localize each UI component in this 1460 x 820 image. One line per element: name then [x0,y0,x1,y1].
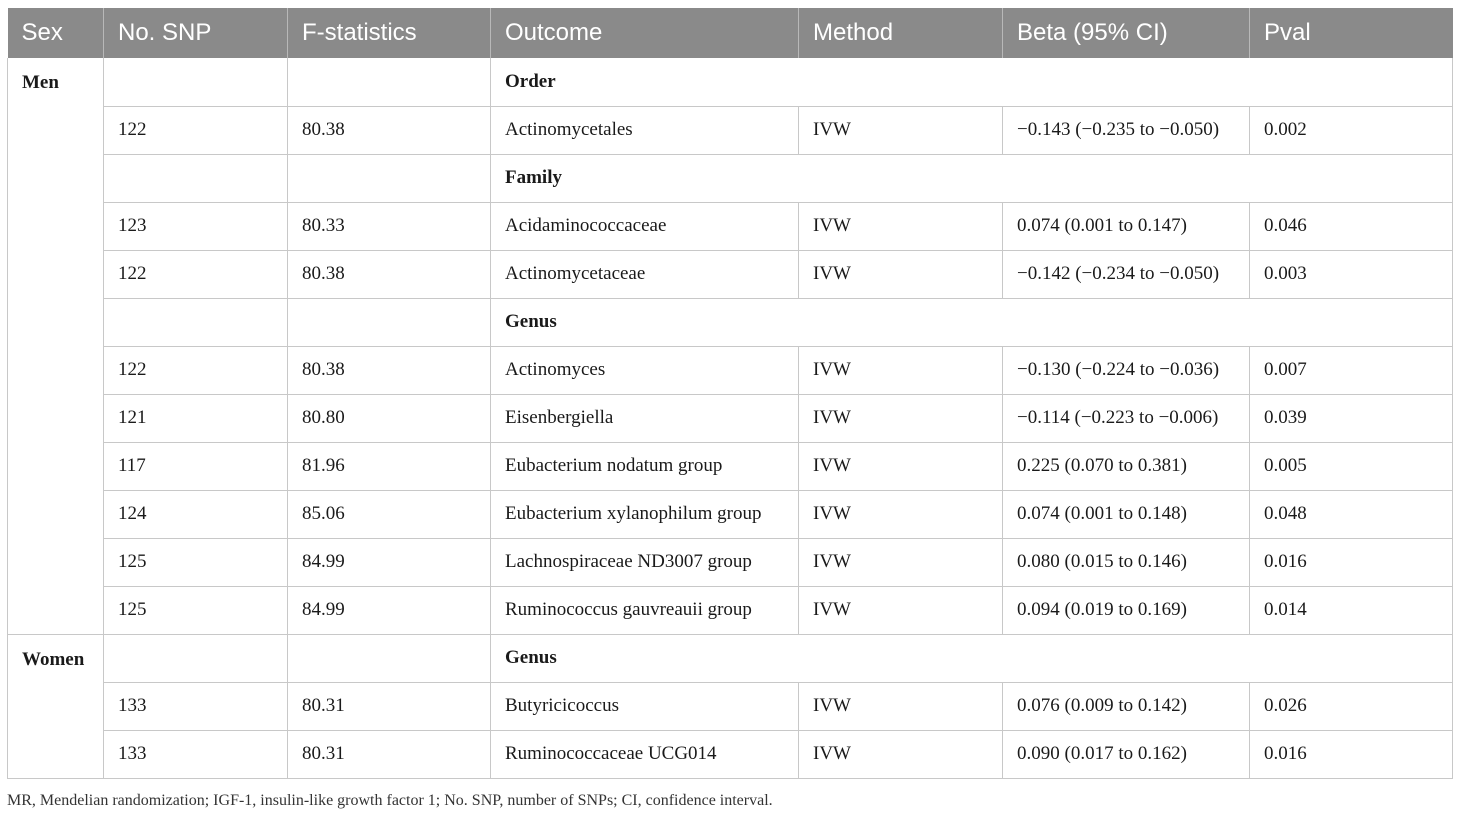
no-snp-cell: 124 [104,490,288,538]
outcome-cell: Eubacterium xylanophilum group [491,490,799,538]
results-table-container [7,8,1452,779]
pval-cell: 0.039 [1250,394,1453,442]
table-row [8,346,1453,394]
header-pval: Pval [1250,8,1453,58]
table-header-row [8,8,1453,58]
table-row [8,490,1453,538]
pval-cell: 0.048 [1250,490,1453,538]
table-row [8,682,1453,730]
outcome-cell: Ruminococcaceae UCG014 [491,730,799,778]
pval-cell: 0.016 [1250,730,1453,778]
outcome-cell: Lachnospiraceae ND3007 group [491,538,799,586]
method-cell: IVW [799,442,1003,490]
method-cell: IVW [799,682,1003,730]
no-snp-cell: 121 [104,394,288,442]
f-statistics-cell: 80.31 [288,682,491,730]
mr-results-table [7,8,1453,779]
beta-ci-cell: 0.074 (0.001 to 0.148) [1003,490,1250,538]
beta-ci-cell: 0.090 (0.017 to 0.162) [1003,730,1250,778]
no-snp-cell: 122 [104,250,288,298]
outcome-cell: Acidaminococcaceae [491,202,799,250]
pval-cell: 0.003 [1250,250,1453,298]
pval-cell: 0.014 [1250,586,1453,634]
f-statistics-cell: 80.38 [288,250,491,298]
f-statistics-cell: 80.33 [288,202,491,250]
sex-cell: Women [8,634,104,778]
beta-ci-cell: 0.076 (0.009 to 0.142) [1003,682,1250,730]
pval-cell: 0.046 [1250,202,1453,250]
f-statistics-cell: 84.99 [288,586,491,634]
beta-ci-cell: −0.143 (−0.235 to −0.050) [1003,106,1250,154]
outcome-cell: Ruminococcus gauvreauii group [491,586,799,634]
f-statistics-cell [288,58,491,106]
outcome-cell: Butyricicoccus [491,682,799,730]
no-snp-cell [104,58,288,106]
beta-ci-cell: −0.130 (−0.224 to −0.036) [1003,346,1250,394]
table-row [8,106,1453,154]
method-cell: IVW [799,586,1003,634]
section-row [8,154,1453,202]
section-label: Genus [491,298,1453,346]
outcome-cell: Actinomyces [491,346,799,394]
no-snp-cell: 133 [104,682,288,730]
section-row [8,298,1453,346]
header-no-snp: No. SNP [104,8,288,58]
outcome-cell: Actinomycetaceae [491,250,799,298]
section-row [8,58,1453,106]
no-snp-cell [104,634,288,682]
pval-cell: 0.005 [1250,442,1453,490]
no-snp-cell: 123 [104,202,288,250]
method-cell: IVW [799,106,1003,154]
header-f-statistics: F-statistics [288,8,491,58]
method-cell: IVW [799,394,1003,442]
method-cell: IVW [799,250,1003,298]
table-row [8,538,1453,586]
no-snp-cell [104,154,288,202]
beta-ci-cell: 0.225 (0.070 to 0.381) [1003,442,1250,490]
section-row [8,634,1453,682]
outcome-cell: Eubacterium nodatum group [491,442,799,490]
no-snp-cell: 117 [104,442,288,490]
method-cell: IVW [799,538,1003,586]
table-row [8,202,1453,250]
method-cell: IVW [799,346,1003,394]
method-cell: IVW [799,202,1003,250]
beta-ci-cell: 0.080 (0.015 to 0.146) [1003,538,1250,586]
beta-ci-cell: 0.074 (0.001 to 0.147) [1003,202,1250,250]
f-statistics-cell: 80.31 [288,730,491,778]
f-statistics-cell: 84.99 [288,538,491,586]
table-row [8,586,1453,634]
f-statistics-cell [288,154,491,202]
f-statistics-cell: 81.96 [288,442,491,490]
no-snp-cell: 133 [104,730,288,778]
f-statistics-cell [288,298,491,346]
no-snp-cell: 122 [104,106,288,154]
beta-ci-cell: −0.142 (−0.234 to −0.050) [1003,250,1250,298]
header-beta-ci: Beta (95% CI) [1003,8,1250,58]
table-row [8,730,1453,778]
header-outcome: Outcome [491,8,799,58]
f-statistics-cell: 80.38 [288,346,491,394]
pval-cell: 0.016 [1250,538,1453,586]
method-cell: IVW [799,490,1003,538]
table-row [8,250,1453,298]
no-snp-cell: 125 [104,586,288,634]
section-label: Genus [491,634,1453,682]
pval-cell: 0.026 [1250,682,1453,730]
table-row [8,442,1453,490]
outcome-cell: Eisenbergiella [491,394,799,442]
f-statistics-cell [288,634,491,682]
table-row [8,394,1453,442]
no-snp-cell [104,298,288,346]
section-label: Order [491,58,1453,106]
pval-cell: 0.002 [1250,106,1453,154]
method-cell: IVW [799,730,1003,778]
header-sex: Sex [8,8,104,58]
header-method: Method [799,8,1003,58]
f-statistics-cell: 80.80 [288,394,491,442]
table-body [8,58,1453,778]
beta-ci-cell: 0.094 (0.019 to 0.169) [1003,586,1250,634]
sex-cell: Men [8,58,104,634]
f-statistics-cell: 85.06 [288,490,491,538]
table-footnote: MR, Mendelian randomization; IGF-1, insulin-like growth factor 1; No. SNP, number of SNPs; CI, confidence interval. [7,792,773,809]
no-snp-cell: 122 [104,346,288,394]
pval-cell: 0.007 [1250,346,1453,394]
f-statistics-cell: 80.38 [288,106,491,154]
section-label: Family [491,154,1453,202]
no-snp-cell: 125 [104,538,288,586]
beta-ci-cell: −0.114 (−0.223 to −0.006) [1003,394,1250,442]
outcome-cell: Actinomycetales [491,106,799,154]
